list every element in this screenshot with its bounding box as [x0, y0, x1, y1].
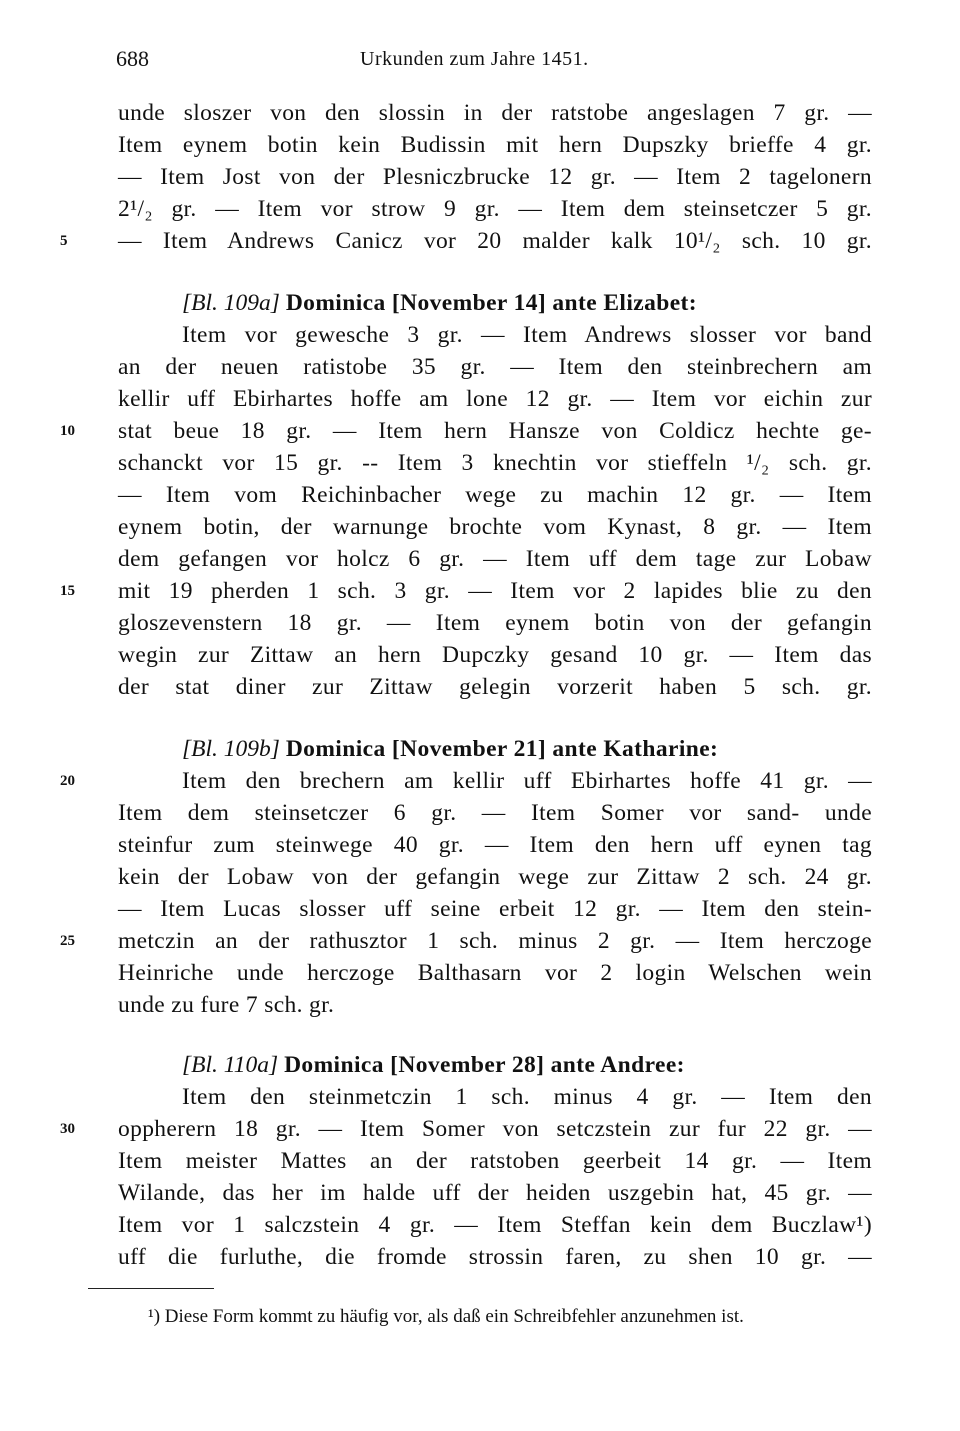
text-line: Item den brechern am kellir uff Ebirhartes hoffe 41 gr. — [182, 768, 872, 794]
text-line: kein der Lobaw von der gefangin wege zur Zittaw 2 sch. 24 gr. [118, 864, 872, 890]
folio-reference: [Bl. 110a] [182, 1052, 279, 1078]
footnote-rule [88, 1288, 214, 1289]
folio-reference: [Bl. 109b] [182, 736, 280, 762]
text-line: der stat diner zur Zittaw gelegin vorzerit haben 5 sch. gr. [118, 674, 872, 700]
text-line: 2¹/₂ gr. — Item vor strow 9 gr. — Item dem steinsetczer 5 gr. [118, 196, 872, 222]
text-line: Item vor 1 salczstein 4 gr. — Item Steffan kein dem Buczlaw¹) [118, 1212, 872, 1238]
text-line: Item eynem botin kein Budissin mit hern Dupszky brieffe 4 gr. [118, 132, 872, 158]
folio-reference: [Bl. 109a] [182, 290, 280, 316]
text-line: mit 19 pherden 1 sch. 3 gr. — Item vor 2 lapides blie zu den [118, 578, 872, 604]
section-title: Dominica [November 28] ante Andree: [284, 1052, 685, 1078]
text-line: schanckt vor 15 gr. -- Item 3 knechtin vor stieffeln ¹/₂ sch. gr. [118, 450, 872, 476]
text-line: dem gefangen vor holcz 6 gr. — Item uff dem tage zur Lobaw [118, 546, 872, 572]
section-title: Dominica [November 21] ante Katharine: [285, 736, 719, 762]
text-line: Wilande, das her im halde uff der heiden uszgebin hat, 45 gr. — [118, 1180, 872, 1206]
text-line: Item den steinmetczin 1 sch. minus 4 gr. — Item den [182, 1084, 872, 1110]
text-line: — Item Jost von der Plesniczbrucke 12 gr. — Item 2 tagelonern [118, 164, 872, 190]
text-line: — Item vom Reichinbacher wege zu machin 12 gr. — Item [118, 482, 872, 508]
text-line: eynem botin, der warnunge brochte vom Kynast, 8 gr. — Item [118, 514, 872, 540]
text-line: uff die furluthe, die fromde strossin faren, zu shen 10 gr. — [118, 1244, 872, 1270]
text-line: oppherern 18 gr. — Item Somer von setczstein zur fur 22 gr. — [118, 1116, 872, 1142]
text-line: unde zu fure 7 sch. gr. [118, 992, 335, 1018]
text-line: — Item Andrews Canicz vor 20 malder kalk 10¹/₂ sch. 10 gr. [118, 228, 872, 254]
text-line: wegin zur Zittaw an hern Dupczky gesand 10 gr. — Item das [118, 642, 872, 668]
text-line: kellir uff Ebirhartes hoffe am lone 12 gr. — Item vor eichin zur [118, 386, 872, 412]
text-line: an der neuen ratistobe 35 gr. — Item den steinbrechern am [118, 354, 872, 380]
page-header [0, 46, 960, 76]
section-heading [182, 1050, 872, 1081]
text-line: steinfur zum steinwege 40 gr. — Item den hern uff eynen tag [118, 832, 872, 858]
text-line: Item vor gewesche 3 gr. — Item Andrews slosser vor band [182, 322, 872, 348]
line-number: 25 [60, 933, 75, 949]
line-number: 10 [60, 423, 75, 439]
section-heading [182, 288, 872, 319]
section-heading [182, 734, 872, 765]
text-line: gloszevenstern 18 gr. — Item eynem botin von der gefangin [118, 610, 872, 636]
text-line: — Item Lucas slosser uff seine erbeit 12 gr. — Item den stein- [118, 896, 872, 922]
section-title: Dominica [November 14] ante Elizabet: [285, 290, 697, 316]
line-number: 20 [60, 773, 75, 789]
line-number: 5 [60, 233, 68, 249]
line-number: 30 [60, 1121, 75, 1137]
line-number: 15 [60, 583, 75, 599]
text-line: Item dem steinsetczer 6 gr. — Item Somer vor sand- unde [118, 800, 872, 826]
running-head: Urkunden zum Jahre 1451. [360, 48, 589, 70]
text-line: Item meister Mattes an der ratstoben geerbeit 14 gr. — Item [118, 1148, 872, 1174]
text-line: unde sloszer von den slossin in der ratstobe angeslagen 7 gr. — [118, 100, 872, 126]
footnote: ¹) Diese Form kommt zu häufig vor, als daß ein Schreibfehler anzunehmen ist. [148, 1306, 744, 1327]
page-number: 688 [116, 46, 149, 71]
text-line: Heinriche unde herczoge Balthasarn vor 2 login Welschen wein [118, 960, 872, 986]
text-line: metczin an der rathusztor 1 sch. minus 2 gr. — Item herczoge [118, 928, 872, 954]
text-line: stat beue 18 gr. — Item hern Hansze von Coldicz hechte ge- [118, 418, 872, 444]
